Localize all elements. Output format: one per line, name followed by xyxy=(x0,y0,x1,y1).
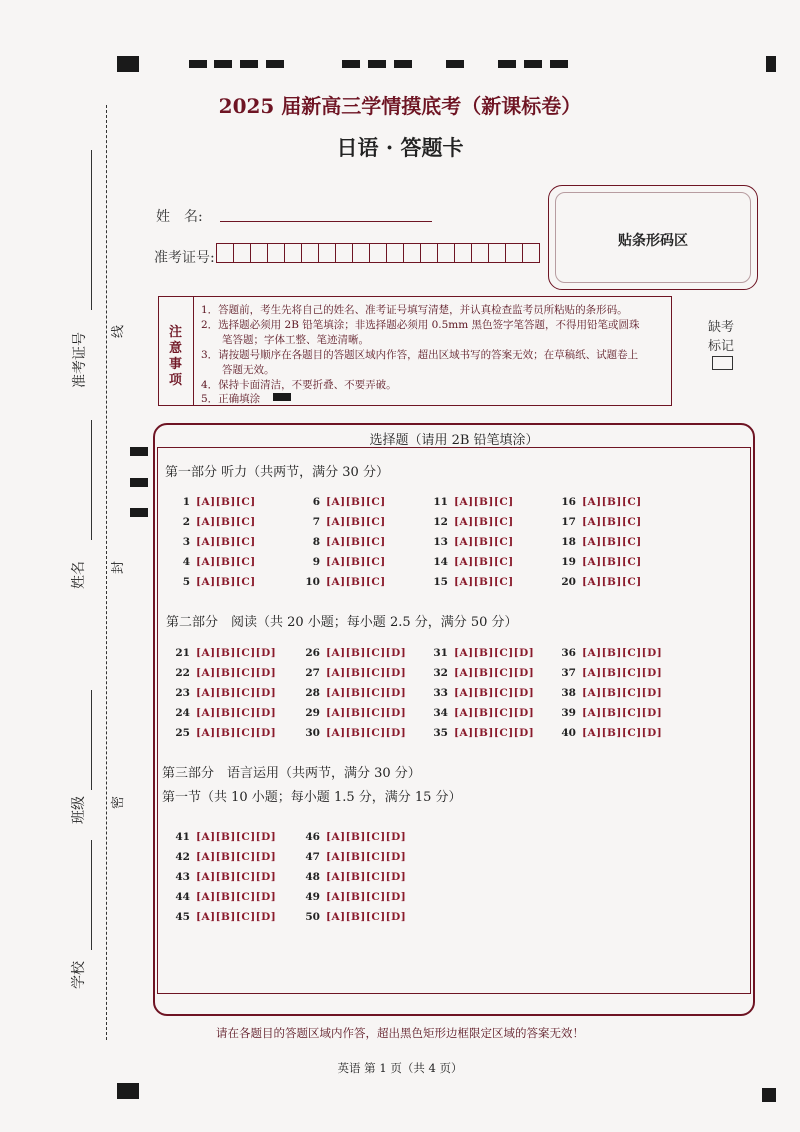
question-number: 33 xyxy=(433,687,448,699)
answer-options[interactable]: [A][B][C] xyxy=(454,576,514,588)
question-number: 47 xyxy=(305,851,320,863)
write-line-class xyxy=(91,690,92,790)
question-item[interactable] xyxy=(428,647,534,659)
question-number: 43 xyxy=(175,871,190,883)
notice-heading xyxy=(159,297,194,405)
id-box[interactable] xyxy=(454,243,472,263)
timing-mark xyxy=(266,60,284,68)
question-item[interactable] xyxy=(556,687,662,699)
side-feng: 封 xyxy=(107,561,126,574)
answer-options[interactable]: [A][B][C] xyxy=(326,576,386,588)
answer-options[interactable]: [A][B][C][D] xyxy=(326,667,407,679)
question-item[interactable] xyxy=(428,516,514,528)
question-number: 24 xyxy=(175,707,190,719)
question-number: 13 xyxy=(433,536,448,548)
answer-options[interactable]: [A][B][C][D] xyxy=(454,707,535,719)
timing-mark xyxy=(130,508,148,517)
answer-options[interactable]: [A][B][C][D] xyxy=(454,667,535,679)
answer-options[interactable]: [A][B][C] xyxy=(454,536,514,548)
question-number: 35 xyxy=(433,727,448,739)
footer-warning: 请在各题目的答题区域内作答，超出黑色矩形边框限定区域的答案无效！ xyxy=(216,1026,584,1040)
question-number: 6 xyxy=(312,496,320,508)
answer-options[interactable]: [A][B][C] xyxy=(326,496,386,508)
part2-heading: 第二部分 阅读（共 20 小题；每小题 2.5 分，满分 50 分） xyxy=(166,615,518,630)
question-number: 14 xyxy=(433,556,448,568)
timing-mark xyxy=(368,60,386,68)
answer-options[interactable]: [A][B][C][D] xyxy=(196,707,277,719)
question-item[interactable] xyxy=(300,911,406,923)
question-number: 3 xyxy=(182,536,190,548)
question-item[interactable] xyxy=(300,667,406,679)
answer-options[interactable]: [A][B][C][D] xyxy=(326,831,407,843)
question-number: 41 xyxy=(175,831,190,843)
question-number: 50 xyxy=(305,911,320,923)
question-number: 27 xyxy=(305,667,320,679)
answer-options[interactable]: [A][B][C][D] xyxy=(196,871,277,883)
notice-line: 笔答题；字体工整、笔迹清晰。 xyxy=(201,334,369,346)
question-item[interactable] xyxy=(556,707,662,719)
write-line-school xyxy=(91,840,92,950)
name-field[interactable] xyxy=(220,206,432,222)
answer-options[interactable]: [A][B][C] xyxy=(454,496,514,508)
write-line-id xyxy=(91,150,92,310)
timing-mark xyxy=(766,56,776,72)
question-item[interactable] xyxy=(556,516,642,528)
id-box[interactable] xyxy=(352,243,370,263)
id-box[interactable] xyxy=(216,243,234,263)
question-item[interactable] xyxy=(300,516,386,528)
notice-line: 2．选择题必须用 2B 铅笔填涂；非选择题必须用 0.5mm 黑色签字笔答题，不得用铅笔或圆珠 xyxy=(201,319,640,331)
name-label: 姓 名: xyxy=(156,209,203,225)
answer-heading: 选择题（请用 2B 铅笔填涂） xyxy=(369,433,539,448)
timing-mark xyxy=(550,60,568,68)
question-number: 23 xyxy=(175,687,190,699)
id-box[interactable] xyxy=(471,243,489,263)
question-item[interactable] xyxy=(556,667,662,679)
answer-options[interactable]: [A][B][C][D] xyxy=(196,831,277,843)
notice-line: 3．请按题号顺序在各题目的答题区域内作答，超出区域书写的答案无效；在草稿纸、试题卷上 xyxy=(201,349,639,361)
question-item[interactable] xyxy=(300,536,386,548)
answer-options[interactable]: [A][B][C][D] xyxy=(582,707,663,719)
question-number: 46 xyxy=(305,831,320,843)
exam-title: 2025 届新高三学情摸底考（新课标卷） xyxy=(218,94,582,118)
question-item[interactable] xyxy=(556,536,642,548)
answer-options[interactable]: [A][B][C] xyxy=(582,516,642,528)
question-number: 17 xyxy=(561,516,576,528)
notice-line: 1．答题前，考生先将自己的姓名、准考证号填写清楚，并认真检查监考员所粘贴的条形码。 xyxy=(201,304,628,316)
filled-example-mark xyxy=(273,393,291,401)
answer-options[interactable]: [A][B][C][D] xyxy=(326,871,407,883)
question-item[interactable] xyxy=(556,496,642,508)
question-number: 39 xyxy=(561,707,576,719)
timing-mark xyxy=(446,60,464,68)
answer-options[interactable]: [A][B][C][D] xyxy=(326,687,407,699)
answer-options[interactable]: [A][B][C] xyxy=(582,536,642,548)
question-number: 12 xyxy=(433,516,448,528)
question-number: 8 xyxy=(312,536,320,548)
question-item[interactable] xyxy=(170,707,276,719)
timing-mark xyxy=(498,60,516,68)
side-id-label: 准考证号 xyxy=(72,332,88,388)
timing-mark xyxy=(762,1088,776,1102)
timing-mark xyxy=(189,60,207,68)
answer-options[interactable]: [A][B][C][D] xyxy=(196,891,277,903)
question-item[interactable] xyxy=(170,831,276,843)
id-label: 准考证号: xyxy=(154,250,215,266)
answer-options[interactable]: [A][B][C][D] xyxy=(454,687,535,699)
answer-options[interactable]: [A][B][C][D] xyxy=(196,667,277,679)
question-number: 18 xyxy=(561,536,576,548)
question-item[interactable] xyxy=(170,536,256,548)
question-number: 30 xyxy=(305,727,320,739)
question-number: 11 xyxy=(433,496,448,508)
timing-mark xyxy=(342,60,360,68)
id-box[interactable] xyxy=(318,243,336,263)
answer-options[interactable]: [A][B][C] xyxy=(326,516,386,528)
question-number: 15 xyxy=(433,576,448,588)
answer-options[interactable]: [A][B][C][D] xyxy=(196,647,277,659)
notice-line: 5．正确填涂 xyxy=(201,393,261,405)
answer-options[interactable]: [A][B][C][D] xyxy=(326,647,407,659)
timing-mark xyxy=(240,60,258,68)
question-number: 20 xyxy=(561,576,576,588)
question-number: 37 xyxy=(561,667,576,679)
question-item[interactable] xyxy=(170,556,256,568)
question-number: 5 xyxy=(182,576,190,588)
question-number: 22 xyxy=(175,667,190,679)
answer-options[interactable]: [A][B][C] xyxy=(326,536,386,548)
absent-label-line-1: 缺考 xyxy=(708,320,735,335)
answer-options[interactable]: [A][B][C] xyxy=(582,496,642,508)
question-item[interactable] xyxy=(428,727,534,739)
question-number: 32 xyxy=(433,667,448,679)
answer-options[interactable]: [A][B][C] xyxy=(196,496,256,508)
notice-line: 答题无效。 xyxy=(201,364,275,376)
id-box[interactable] xyxy=(386,243,404,263)
id-box[interactable] xyxy=(284,243,302,263)
question-item[interactable] xyxy=(556,576,642,588)
part1-heading: 第一部分 听力（共两节，满分 30 分） xyxy=(165,465,389,480)
question-item[interactable] xyxy=(428,556,514,568)
timing-mark xyxy=(117,1083,139,1099)
answer-options[interactable]: [A][B][C] xyxy=(454,516,514,528)
part3-heading: 第三部分 语言运用（共两节，满分 30 分） xyxy=(162,766,421,781)
answer-options[interactable]: [A][B][C][D] xyxy=(196,851,277,863)
question-item[interactable] xyxy=(428,707,534,719)
id-box[interactable] xyxy=(488,243,506,263)
question-item[interactable] xyxy=(170,687,276,699)
id-box[interactable] xyxy=(267,243,285,263)
question-number: 16 xyxy=(561,496,576,508)
question-item[interactable] xyxy=(300,576,386,588)
barcode-area xyxy=(548,185,758,290)
side-xian: 线 xyxy=(107,325,126,338)
question-item[interactable] xyxy=(170,647,276,659)
answer-options[interactable]: [A][B][C][D] xyxy=(582,727,663,739)
question-item[interactable] xyxy=(428,496,514,508)
answer-options[interactable]: [A][B][C] xyxy=(454,556,514,568)
question-number: 7 xyxy=(312,516,320,528)
answer-options[interactable]: [A][B][C][D] xyxy=(196,911,277,923)
question-item[interactable] xyxy=(300,707,406,719)
side-mi: 密 xyxy=(107,796,126,809)
question-item[interactable] xyxy=(300,556,386,568)
timing-mark xyxy=(130,447,148,456)
notice-box xyxy=(158,296,672,406)
question-number: 29 xyxy=(305,707,320,719)
answer-options[interactable]: [A][B][C] xyxy=(326,556,386,568)
id-box[interactable] xyxy=(505,243,523,263)
answer-options[interactable]: [A][B][C] xyxy=(196,536,256,548)
question-item[interactable] xyxy=(300,831,406,843)
question-item[interactable] xyxy=(170,911,276,923)
question-item[interactable] xyxy=(170,516,256,528)
question-number: 10 xyxy=(305,576,320,588)
timing-mark xyxy=(117,56,139,72)
question-number: 49 xyxy=(305,891,320,903)
answer-options[interactable]: [A][B][C][D] xyxy=(582,687,663,699)
side-school-label: 学校 xyxy=(71,961,87,989)
part3-section1-heading: 第一节（共 10 小题；每小题 1.5 分，满分 15 分） xyxy=(162,790,462,805)
question-item[interactable] xyxy=(300,871,406,883)
question-number: 28 xyxy=(305,687,320,699)
absent-label-line-2: 标记 xyxy=(708,339,735,354)
question-item[interactable] xyxy=(428,687,534,699)
question-number: 48 xyxy=(305,871,320,883)
id-box[interactable] xyxy=(233,243,251,263)
answer-options[interactable]: [A][B][C][D] xyxy=(326,707,407,719)
question-item[interactable] xyxy=(170,576,256,588)
id-box[interactable] xyxy=(301,243,319,263)
id-box[interactable] xyxy=(522,243,540,263)
question-item[interactable] xyxy=(300,851,406,863)
barcode-label: 贴条形码区 xyxy=(618,233,688,249)
timing-mark xyxy=(394,60,412,68)
question-item[interactable] xyxy=(170,891,276,903)
question-item[interactable] xyxy=(556,647,662,659)
question-item[interactable] xyxy=(170,851,276,863)
question-item[interactable] xyxy=(300,727,406,739)
id-box[interactable] xyxy=(335,243,353,263)
answer-options[interactable]: [A][B][C][D] xyxy=(326,851,407,863)
answer-options[interactable]: [A][B][C][D] xyxy=(582,667,663,679)
id-box[interactable] xyxy=(403,243,421,263)
question-number: 4 xyxy=(182,556,190,568)
question-item[interactable] xyxy=(428,536,514,548)
timing-mark xyxy=(130,478,148,487)
question-item[interactable] xyxy=(170,727,276,739)
answer-options[interactable]: [A][B][C][D] xyxy=(454,647,535,659)
question-number: 19 xyxy=(561,556,576,568)
question-number: 38 xyxy=(561,687,576,699)
question-number: 34 xyxy=(433,707,448,719)
answer-options[interactable]: [A][B][C][D] xyxy=(582,647,663,659)
id-box[interactable] xyxy=(437,243,455,263)
answer-options[interactable]: [A][B][C][D] xyxy=(454,727,535,739)
notice-heading-char: 项 xyxy=(169,373,183,388)
question-number: 9 xyxy=(312,556,320,568)
question-item[interactable] xyxy=(556,727,662,739)
question-number: 25 xyxy=(175,727,190,739)
notice-heading-char: 事 xyxy=(169,357,183,372)
question-number: 44 xyxy=(175,891,190,903)
answer-options[interactable]: [A][B][C][D] xyxy=(196,727,277,739)
sheet-subtitle: 日语 · 答题卡 xyxy=(336,135,464,160)
id-box[interactable] xyxy=(250,243,268,263)
notice-heading-char: 意 xyxy=(169,341,183,356)
question-number: 1 xyxy=(182,496,190,508)
answer-options[interactable]: [A][B][C] xyxy=(196,556,256,568)
answer-options[interactable]: [A][B][C] xyxy=(196,516,256,528)
answer-options[interactable]: [A][B][C][D] xyxy=(326,891,407,903)
side-class-label: 班级 xyxy=(71,796,87,824)
question-number: 45 xyxy=(175,911,190,923)
question-item[interactable] xyxy=(170,871,276,883)
question-number: 26 xyxy=(305,647,320,659)
question-number: 40 xyxy=(561,727,576,739)
id-box[interactable] xyxy=(420,243,438,263)
timing-mark xyxy=(524,60,542,68)
timing-mark xyxy=(214,60,232,68)
question-number: 31 xyxy=(433,647,448,659)
question-item[interactable] xyxy=(170,667,276,679)
question-item[interactable] xyxy=(300,496,386,508)
question-item[interactable] xyxy=(428,576,514,588)
question-item[interactable] xyxy=(556,556,642,568)
side-name-label: 姓名 xyxy=(71,561,87,589)
notice-heading-char: 注 xyxy=(169,325,183,340)
answer-options[interactable]: [A][B][C] xyxy=(582,556,642,568)
question-item[interactable] xyxy=(428,667,534,679)
id-box[interactable] xyxy=(369,243,387,263)
question-item[interactable] xyxy=(300,891,406,903)
question-number: 2 xyxy=(182,516,190,528)
absent-label xyxy=(708,318,734,356)
question-number: 21 xyxy=(175,647,190,659)
answer-options[interactable]: [A][B][C][D] xyxy=(326,727,407,739)
question-number: 36 xyxy=(561,647,576,659)
footer-page: 英语 第 1 页（共 4 页） xyxy=(337,1061,463,1075)
answer-options[interactable]: [A][B][C][D] xyxy=(326,911,407,923)
answer-options[interactable]: [A][B][C] xyxy=(582,576,642,588)
question-item[interactable] xyxy=(300,687,406,699)
absent-checkbox[interactable] xyxy=(712,356,733,370)
answer-options[interactable]: [A][B][C][D] xyxy=(196,687,277,699)
question-item[interactable] xyxy=(170,496,256,508)
notice-line: 4．保持卡面清洁，不要折叠、不要弄破。 xyxy=(201,379,397,391)
question-item[interactable] xyxy=(300,647,406,659)
answer-options[interactable]: [A][B][C] xyxy=(196,576,256,588)
question-number: 42 xyxy=(175,851,190,863)
write-line-name xyxy=(91,420,92,540)
